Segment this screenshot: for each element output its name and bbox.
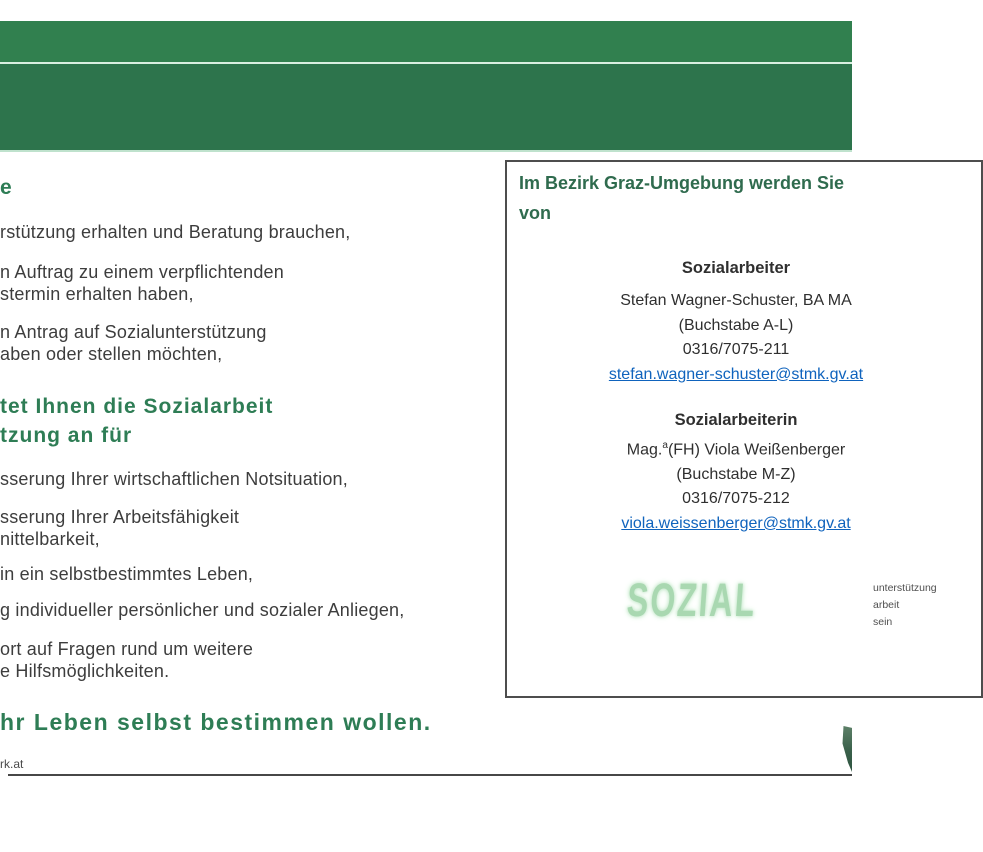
footer-url-fragment: rk.at bbox=[0, 757, 24, 771]
list-item: e Hilfsmöglichkeiten. bbox=[0, 661, 170, 681]
corner-emblem-partial-logo bbox=[842, 726, 852, 772]
contact-role: Sozialarbeiterin bbox=[674, 411, 798, 429]
logo-tagline: sein bbox=[873, 616, 893, 628]
logo-tagline: unterstützung bbox=[873, 582, 937, 594]
contact-letters: (Buchstabe A-L) bbox=[678, 316, 794, 334]
section-heading-line1: tet Ihnen die Sozialarbeit bbox=[0, 395, 274, 418]
contact-name-prefix: Mag. bbox=[626, 441, 663, 459]
list-item: nittelbarkeit, bbox=[0, 529, 100, 549]
contact-card-sozialarbeiterin bbox=[507, 411, 965, 536]
banner-top-band bbox=[0, 21, 852, 62]
logo-tagline: arbeit bbox=[873, 599, 900, 611]
contact-name bbox=[507, 434, 965, 463]
contact-email-link[interactable]: viola.weissenberger@stmk.gv.at bbox=[621, 514, 851, 532]
list-item: n Auftrag zu einem verpflichtenden bbox=[0, 262, 284, 282]
list-item: n Antrag auf Sozialunterstützung bbox=[0, 322, 267, 342]
contact-email-link[interactable]: stefan.wagner-schuster@stmk.gv.at bbox=[608, 365, 864, 383]
contact-letters: (Buchstabe M-Z) bbox=[676, 465, 796, 483]
banner-bottom-band bbox=[0, 64, 852, 150]
list-item: g individueller persönlicher und sozialer Anliegen, bbox=[0, 600, 405, 620]
section-heading-line2: tzung an für bbox=[0, 424, 133, 447]
contact-role: Sozialarbeiter bbox=[681, 259, 791, 277]
list-item: ort auf Fragen rund um weitere bbox=[0, 639, 254, 659]
section-heading-fragment: e bbox=[0, 176, 12, 199]
sozial-logo bbox=[625, 570, 945, 640]
contact-box-heading-line2: von bbox=[519, 203, 552, 223]
contact-name-rest: (FH) Viola Weißenberger bbox=[667, 441, 846, 459]
list-item: in ein selbstbestimmtes Leben, bbox=[0, 564, 254, 584]
contact-name: Stefan Wagner-Schuster, BA MA bbox=[620, 292, 852, 309]
list-item: sserung Ihrer wirtschaftlichen Notsituation, bbox=[0, 469, 348, 489]
contact-phone: 0316/7075-212 bbox=[682, 490, 790, 508]
contact-name-superscript: a bbox=[662, 440, 668, 451]
list-item: rstützung erhalten und Beratung brauchen, bbox=[0, 222, 351, 242]
closing-statement: hr Leben selbst bestimmen wollen. bbox=[0, 709, 432, 735]
logo-wordmark: SOZIAL bbox=[625, 573, 759, 626]
banner-bottom-edge-line bbox=[0, 150, 852, 152]
list-item: sserung Ihrer Arbeitsfähigkeit bbox=[0, 507, 240, 527]
list-item: stermin erhalten haben, bbox=[0, 284, 194, 304]
footer-rule bbox=[8, 774, 852, 776]
logo-taglines bbox=[873, 580, 937, 631]
contact-box-heading-line1: Im Bezirk Graz-Umgebung werden Sie bbox=[519, 173, 845, 193]
list-item: aben oder stellen möchten, bbox=[0, 344, 223, 364]
header-banner bbox=[0, 21, 852, 152]
contact-box bbox=[505, 160, 983, 698]
contact-card-sozialarbeiter bbox=[507, 259, 965, 387]
contact-phone: 0316/7075-211 bbox=[682, 341, 790, 358]
contact-box-heading bbox=[519, 168, 844, 228]
